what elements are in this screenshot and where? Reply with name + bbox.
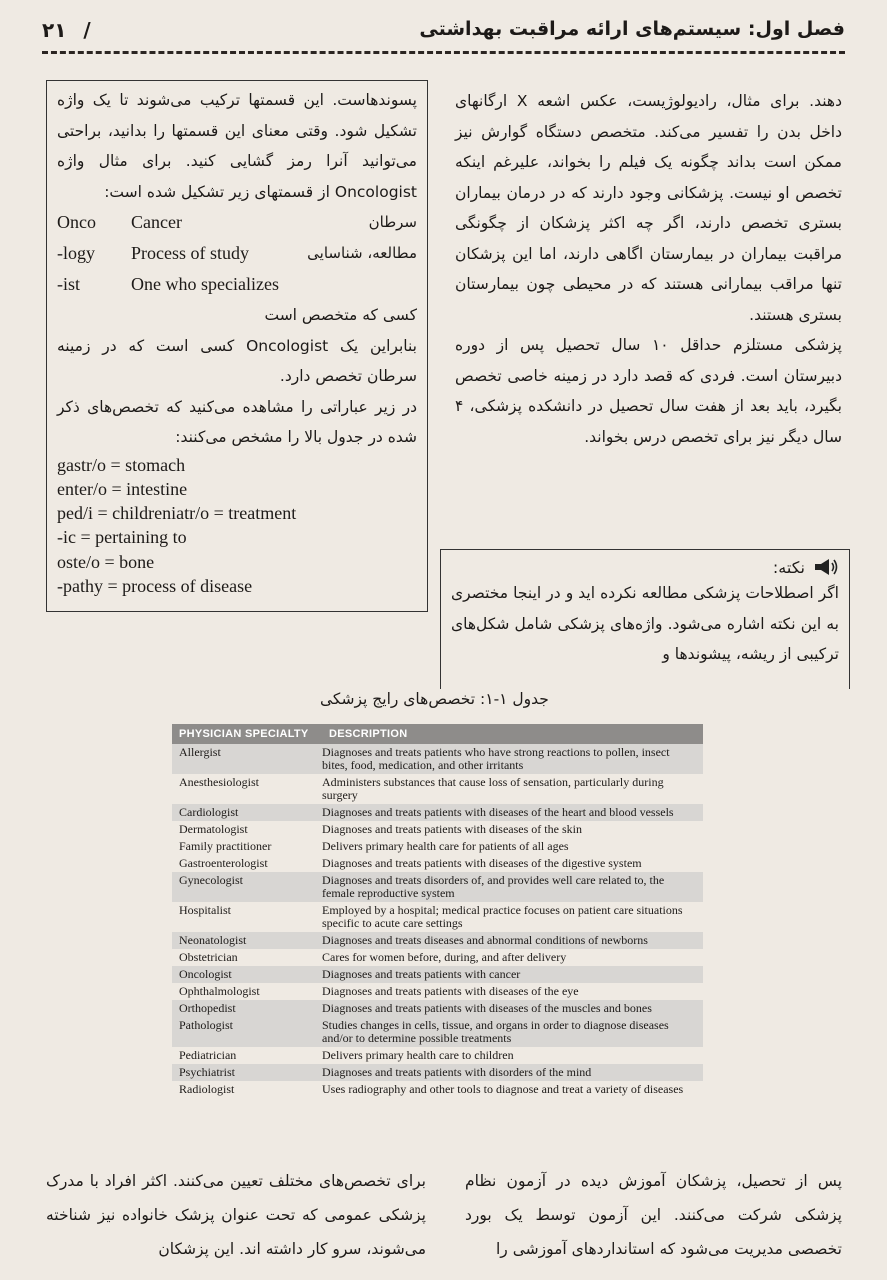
paragraph: دهند. برای مثال، رادیولوژیست، عکس اشعه X ارگانهای داخل بدن را تفسیر می‌کند. متخصص دستگاه گوارش نیز ممکن است بداند چگونه یک فیلم را بخواند، علیرغم اینکه تخصص او نیست. پزشکانی وجود دارند که در درمان بیماران بستری تخصص دارند، اگر چه اکثر پزشکان از چگونگی مراقبت بیماران در بیمارستان اگاهی دارند، اما این پزشکان تنها مراقب بیمارانی هستند که در محیطی چون بیمارستان بستری هستند. bbox=[455, 92, 842, 324]
specialty-cell: Pathologist bbox=[179, 1018, 234, 1032]
specialty-cell: Allergist bbox=[179, 745, 221, 759]
term-persian: کسی که متخصص است bbox=[264, 306, 417, 324]
table-row bbox=[172, 1000, 703, 1017]
page-separator: / bbox=[83, 18, 91, 42]
table-row bbox=[172, 966, 703, 983]
description-cell: Diagnoses and treats diseases and abnormal conditions of newborns bbox=[322, 933, 648, 947]
bottom-left-column bbox=[46, 1164, 426, 1266]
description-cell: Diagnoses and treats disorders of, and provides well care related to, the female reproductive system bbox=[322, 873, 665, 900]
box-intro: پسوندهاست. این قسمتها ترکیب می‌شوند تا یک واژه تشکیل شود. وقتی معنای این قسمتها را بدانید، براحتی می‌توانید آنرا رمز گشایی کنید. برای مثال واژه Oncologist از قسمتهای زیر تشکیل شده است: bbox=[57, 91, 417, 201]
list-item: oste/o = bone bbox=[57, 551, 155, 572]
megaphone-icon bbox=[811, 556, 839, 578]
column-header: DESCRIPTION bbox=[329, 727, 408, 740]
description-cell: Cares for women before, during, and after delivery bbox=[322, 950, 567, 964]
table-row bbox=[172, 744, 703, 774]
description-cell: Administers substances that cause loss of sensation, particularly during surgery bbox=[322, 775, 664, 802]
term-english: Process of study bbox=[131, 243, 249, 263]
table-row bbox=[172, 949, 703, 966]
box-conclusion: بنابراین یک Oncologist کسی است که در زمینه سرطان تخصص دارد. bbox=[57, 336, 417, 385]
specialty-cell: Neonatologist bbox=[179, 933, 247, 947]
table-row bbox=[172, 902, 703, 932]
box-lead: در زیر عباراتی را مشاهده می‌کنید که تخصص‌های ذکر شده در جدول بالا را مشخص می‌کنند: bbox=[57, 397, 417, 446]
table-row bbox=[172, 855, 703, 872]
list-item: -pathy = process of disease bbox=[57, 575, 253, 596]
table-row bbox=[172, 821, 703, 838]
description-cell: Diagnoses and treats patients with diseases of the heart and blood vessels bbox=[322, 805, 674, 819]
table-header-row bbox=[172, 724, 703, 744]
table-row bbox=[172, 804, 703, 821]
list-item: -ic = pertaining to bbox=[57, 527, 187, 548]
specialty-cell: Family practitioner bbox=[179, 839, 272, 853]
paragraph: پزشکی مستلزم حداقل ۱۰ سال تحصیل پس از دوره دبیرستان است. فردی که قصد دارد در زمینه خاصی تخصص بگیرد، باید بعد از هفت سال تحصیل در دانشکده پزشکی، ۴ سال دیگر نیز برای تخصص درس بخواند. bbox=[455, 336, 842, 446]
term-part: Onco bbox=[57, 212, 96, 232]
description-cell: Diagnoses and treats patients with disorders of the mind bbox=[322, 1065, 592, 1079]
term-english: One who specializes bbox=[131, 274, 279, 294]
description-cell: Delivers primary health care to children bbox=[322, 1048, 514, 1062]
specialty-cell: Dermatologist bbox=[179, 822, 248, 836]
term-row bbox=[57, 238, 417, 269]
list-item: enter/o = intestine bbox=[57, 478, 188, 499]
table-caption: جدول ۱-۱: تخصص‌های رایج پزشکی bbox=[320, 690, 549, 708]
term-persian: سرطان bbox=[368, 213, 417, 231]
description-cell: Diagnoses and treats patients with diseases of the eye bbox=[322, 984, 579, 998]
description-cell: Diagnoses and treats patients who have strong reactions to pollen, insect bites, food, medication, and other irritants bbox=[322, 745, 670, 772]
note-text: اگر اصطلاحات پزشکی مطالعه نکرده اید و در اینجا مختصری به این نکته اشاره می‌شود. واژه‌های پزشکی شامل شکل‌های ترکیبی از ریشه، پیشوندها و bbox=[451, 584, 839, 663]
column-header: PHYSICIAN SPECIALTY bbox=[179, 727, 309, 740]
table-row bbox=[172, 1081, 703, 1098]
table-row bbox=[172, 1064, 703, 1081]
table-row bbox=[172, 1047, 703, 1064]
specialty-cell: Cardiologist bbox=[179, 805, 239, 819]
description-cell: Studies changes in cells, tissue, and organs in order to diagnose diseases and/or to determine possible treatments bbox=[322, 1018, 669, 1045]
specialty-cell: Ophthalmologist bbox=[179, 984, 260, 998]
description-cell: Employed by a hospital; medical practice focuses on patient care situations specific to acute care settings bbox=[322, 903, 683, 930]
paragraph: برای تخصص‌های مختلف تعیین می‌کنند. اکثر افراد با مدرک پزشکی عمومی که تحت عنوان پزشک خانواده نیز شناخته می‌شوند، سرو کار داشته اند. این پزشکان bbox=[46, 1172, 426, 1258]
right-column bbox=[455, 86, 842, 452]
note-title: نکته: bbox=[772, 557, 805, 577]
description-cell: Diagnoses and treats patients with cancer bbox=[322, 967, 521, 981]
header-dashed-rule bbox=[42, 51, 845, 54]
specialty-cell: Oncologist bbox=[179, 967, 232, 981]
specialty-cell: Radiologist bbox=[179, 1082, 235, 1096]
term-row bbox=[57, 207, 417, 238]
term-english: Cancer bbox=[131, 212, 182, 232]
description-cell: Delivers primary health care for patients of all ages bbox=[322, 839, 569, 853]
list-item: gastr/o = stomach bbox=[57, 454, 186, 475]
specialty-cell: Hospitalist bbox=[179, 903, 232, 917]
specialty-cell: Gynecologist bbox=[179, 873, 243, 887]
specialty-cell: Psychiatrist bbox=[179, 1065, 235, 1079]
page-number: ۲۱ bbox=[42, 18, 67, 42]
specialty-cell: Obstetrician bbox=[179, 950, 238, 964]
bottom-right-column bbox=[465, 1164, 842, 1266]
table-row bbox=[172, 774, 703, 804]
specialty-table bbox=[172, 724, 703, 1098]
description-cell: Uses radiography and other tools to diagnose and treat a variety of diseases bbox=[322, 1082, 684, 1096]
specialty-cell: Pediatrician bbox=[179, 1048, 237, 1062]
term-part: -ist bbox=[57, 274, 81, 294]
page-header bbox=[42, 8, 845, 46]
word-part-list bbox=[57, 453, 417, 599]
term-persian: مطالعه، شناسایی bbox=[307, 244, 417, 262]
specialty-cell: Gastroenterologist bbox=[179, 856, 268, 870]
term-row bbox=[57, 269, 417, 300]
page-number-group bbox=[42, 18, 91, 42]
table-row bbox=[172, 872, 703, 902]
table-row bbox=[172, 838, 703, 855]
description-cell: Diagnoses and treats patients with diseases of the digestive system bbox=[322, 856, 642, 870]
specialty-cell: Orthopedist bbox=[179, 1001, 236, 1015]
table-row bbox=[172, 983, 703, 1000]
term-part: -logy bbox=[57, 243, 95, 263]
list-item: ped/i = childreniatr/o = treatment bbox=[57, 503, 297, 524]
table-row bbox=[172, 932, 703, 949]
specialty-cell: Anesthesiologist bbox=[179, 775, 259, 789]
table-row bbox=[172, 1017, 703, 1047]
table-body bbox=[172, 744, 703, 1098]
paragraph: پس از تحصیل، پزشکان آموزش دیده در آزمون نظام پزشکی شرکت می‌کنند. این آزمون توسط یک بورد تخصصی مدیریت می‌شود که استانداردهای آموزشی را bbox=[465, 1172, 842, 1258]
chapter-title: فصل اول: سیستم‌های ارائه مراقبت بهداشتی bbox=[419, 18, 845, 40]
terminology-box bbox=[46, 80, 428, 612]
description-cell: Diagnoses and treats patients with diseases of the muscles and bones bbox=[322, 1001, 652, 1015]
note-box bbox=[440, 549, 850, 689]
note-header bbox=[451, 556, 839, 578]
description-cell: Diagnoses and treats patients with diseases of the skin bbox=[322, 822, 582, 836]
